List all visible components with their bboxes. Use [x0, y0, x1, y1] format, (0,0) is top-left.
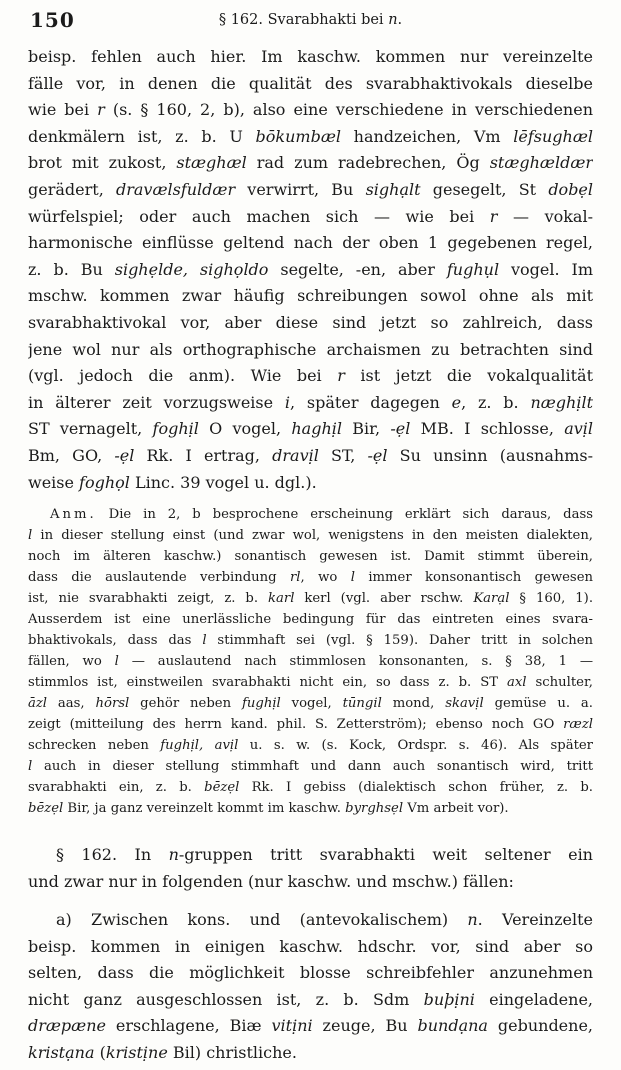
- text-line: [28, 693, 593, 714]
- italic-term: kristạna: [28, 1043, 95, 1063]
- text-line: [28, 525, 593, 546]
- text-run: wie bei: [28, 100, 98, 120]
- italic-term: buþịni: [423, 989, 475, 1009]
- text-run: a) Zwischen kons. und (antevokalischem): [56, 910, 468, 930]
- text-run: fälle vor, in denen die qualität des svarabhaktivokals dieselbe: [28, 73, 593, 93]
- text-run: verwirrt, Bu: [235, 179, 366, 199]
- text-line: [28, 177, 593, 204]
- text-run: fällen, wo: [28, 654, 115, 670]
- text-run: Bm, GO,: [28, 445, 115, 465]
- text-run: — vokal-: [497, 206, 593, 226]
- text-run: stimmlos ist, einstweilen svarabhakti nicht ein, so dass z. b. ST: [28, 675, 507, 691]
- italic-term: næghịlt: [530, 392, 593, 412]
- italic-term: dravịl: [272, 445, 319, 465]
- text-run: (: [94, 1043, 106, 1063]
- italic-term: l: [28, 759, 33, 775]
- italic-term: fughụl: [446, 259, 500, 279]
- text-run: bhaktivokals, dass das: [28, 633, 203, 649]
- text-run: handzeichen, Vm: [340, 126, 514, 146]
- text-run: gemüse u. a.: [483, 696, 593, 712]
- text-run: Ausserdem ist eine unerlässliche bedingung für das eintreten eines svara-: [28, 612, 593, 628]
- text-line: [28, 150, 593, 177]
- text-run: Die in 2, b besprochene erscheinung erklärt sich daraus, dass: [96, 507, 593, 523]
- text-run: auch in dieser stellung stimmhaft und dann auch sonantisch wird, tritt: [32, 759, 593, 775]
- text-run: denkmälern ist, z. b. U: [28, 126, 256, 146]
- italic-term: fughịl: [242, 696, 281, 712]
- italic-term: r: [489, 206, 498, 226]
- text-run: rad zum radebrechen, Ög: [246, 153, 490, 173]
- italic-term: -ẹl: [114, 445, 135, 465]
- text-run: beisp. kommen in einigen kaschw. hdschr. vor, sind aber so: [28, 936, 593, 956]
- text-run: Bir, ja ganz vereinzelt kommt im kaschw.: [63, 801, 346, 817]
- italic-term: dobẹl: [548, 179, 593, 199]
- text-line: [28, 337, 593, 364]
- italic-term: stæghældær: [489, 153, 593, 173]
- text-line: [28, 71, 593, 98]
- text-run: § 162. Svarabhakti bei: [218, 12, 389, 28]
- text-run: , z. b.: [461, 392, 531, 412]
- italic-term: fughịl, avịl: [160, 738, 239, 754]
- running-head: [30, 12, 591, 28]
- italic-term: foghịl: [152, 419, 199, 439]
- italic-term: vitịni: [271, 1016, 313, 1036]
- text-run: schulter,: [526, 675, 593, 691]
- text-run: z. b. Bu: [28, 259, 115, 279]
- text-line: [28, 714, 593, 735]
- text-run: , wo: [300, 570, 351, 586]
- text-line: [28, 735, 593, 756]
- text-line: [28, 97, 593, 124]
- page-number: 150: [30, 8, 75, 32]
- text-run: noch im älteren kaschw.) sonantisch gewesen ist. Damit stimmt überein,: [28, 549, 593, 565]
- text-run: (vgl. jedoch die anm). Wie bei: [28, 366, 338, 386]
- italic-term: l: [114, 654, 119, 670]
- text-run: und zwar nur in folgenden (nur kaschw. und mschw.) fällen:: [28, 872, 514, 892]
- italic-term: lēfsughæl: [513, 126, 593, 146]
- italic-term: stæghæl: [176, 153, 247, 173]
- text-run: gesegelt, St: [420, 179, 549, 199]
- text-line: [28, 1040, 593, 1067]
- text-line: [28, 44, 593, 71]
- italic-term: -ẹl: [367, 445, 388, 465]
- text-line: [28, 283, 593, 310]
- text-line: [28, 907, 593, 934]
- text-line: [28, 934, 593, 961]
- italic-term: sighạlt: [365, 179, 421, 199]
- text-line: [28, 756, 593, 777]
- text-run: -gruppen tritt svarabhakti weit seltener ein: [178, 845, 593, 865]
- text-line: [28, 798, 593, 819]
- italic-term: i: [284, 392, 291, 412]
- text-run: beisp. fehlen auch hier. Im kaschw. kommen nur vereinzelte: [28, 47, 593, 66]
- italic-term: n: [168, 845, 179, 865]
- text-run: weise: [28, 472, 80, 492]
- text-line: [28, 310, 593, 337]
- text-run: u. s. w. (s. Kock, Ordspr. s. 46). Als später: [238, 738, 593, 754]
- italic-term: sighẹlde, sighọldo: [114, 259, 269, 279]
- text-line: [28, 868, 593, 895]
- italic-term: byrghsẹl: [345, 801, 404, 817]
- text-run: dass die auslautende verbindung: [28, 570, 290, 586]
- italic-term: avịl: [564, 419, 593, 439]
- italic-term: karl: [268, 591, 295, 607]
- text-run: erschlagene, Biæ: [105, 1016, 272, 1036]
- text-run: segelte, -en, aber: [268, 259, 447, 279]
- text-line: [28, 777, 593, 798]
- italic-term: axl: [507, 675, 527, 691]
- text-run: Bir,: [341, 419, 391, 439]
- text-line: [28, 204, 593, 231]
- text-run: Su unsinn (ausnahms-: [387, 445, 593, 465]
- text-line: [28, 443, 593, 470]
- italic-term: hōrsl: [95, 696, 130, 712]
- italic-term: bundạna: [417, 1016, 488, 1036]
- text-run: Rk. I ertrag,: [134, 445, 273, 465]
- text-run: mond,: [381, 696, 446, 712]
- italic-term: n: [467, 910, 478, 930]
- text-line: [28, 504, 593, 525]
- text-run: , später dagegen: [290, 392, 452, 412]
- text-run: § 160, 1).: [509, 591, 593, 607]
- italic-term: r: [337, 366, 345, 386]
- italic-term: āzl: [28, 696, 48, 712]
- text-run: kerl (vgl. aber rschw.: [294, 591, 474, 607]
- text-run: ST,: [318, 445, 368, 465]
- text-line: [28, 363, 593, 390]
- text-run: ST vernagelt,: [28, 419, 153, 439]
- italic-term: ræzl: [563, 717, 593, 733]
- text-run: . Vereinzelte: [477, 910, 593, 930]
- text-run: eingeladene,: [474, 989, 593, 1009]
- text-run: Bil) christliche.: [167, 1043, 297, 1063]
- text-line: [28, 567, 593, 588]
- text-run: O vogel,: [198, 419, 292, 439]
- italic-term: l: [202, 633, 207, 649]
- italic-term: l: [28, 528, 33, 544]
- text-run: svarabhakti ein, z. b.: [28, 780, 205, 796]
- text-run: würfelspiel; oder auch machen sich — wie bei: [28, 206, 490, 226]
- text-run: .: [397, 12, 403, 28]
- text-line: [28, 416, 593, 443]
- text-run: jene wol nur als orthographische archaismen zu betrachten sind: [28, 339, 593, 359]
- italic-term: rl: [289, 570, 301, 586]
- text-run: ist jetzt die vokalqualität: [344, 366, 593, 386]
- italic-term: foghọl: [79, 472, 130, 492]
- block-opening-paragraph: [28, 44, 593, 496]
- text-run: § 162. In: [56, 845, 169, 865]
- text-run: zeigt (mitteilung des herrn kand. phil. S. Zetterström); ebenso noch GO: [28, 717, 564, 733]
- text-line: [28, 470, 593, 497]
- text-run: gebundene,: [487, 1016, 593, 1036]
- block-section-162: [28, 841, 593, 895]
- text-run: stimmhaft sei (vgl. § 159). Daher tritt in solchen: [206, 633, 593, 649]
- text-run: zeuge, Bu: [312, 1016, 418, 1036]
- italic-term: tūngil: [342, 696, 382, 712]
- text-line: [28, 987, 593, 1014]
- text-line: [28, 257, 593, 284]
- italic-term: e: [451, 392, 462, 412]
- text-line: [28, 546, 593, 567]
- text-run: Anm.: [50, 507, 97, 523]
- text-run: schrecken neben: [28, 738, 161, 754]
- text-run: Rk. I gebiss (dialektisch schon früher, z. b.: [239, 780, 593, 796]
- italic-term: -ẹl: [390, 419, 411, 439]
- text-run: in älterer zeit vorzugsweise: [28, 392, 285, 412]
- text-run: vogel. Im: [499, 259, 593, 279]
- text-line: [28, 672, 593, 693]
- text-run: selten, dass die möglichkeit blosse schreibfehler anzunehmen: [28, 963, 593, 983]
- text-line: [28, 1013, 593, 1040]
- italic-term: r: [97, 100, 105, 120]
- text-run: — auslautend nach stimmlosen konsonanten, s. § 38, 1 —: [118, 654, 593, 670]
- text-run: nicht ganz ausgeschlossen ist, z. b. Sdm: [28, 989, 424, 1009]
- text-line: [28, 230, 593, 257]
- italic-term: haghịl: [291, 419, 342, 439]
- text-run: mschw. kommen zwar häufig schreibungen sowol ohne als mit: [28, 286, 593, 306]
- text-run: svarabhaktivokal vor, aber diese sind jetzt so zahlreich, dass: [28, 312, 593, 332]
- text-line: [28, 588, 593, 609]
- text-run: gehör neben: [129, 696, 243, 712]
- text-run: brot mit zukost,: [28, 153, 177, 173]
- italic-term: dravælsfuldær: [115, 179, 236, 199]
- text-body: [28, 44, 593, 1067]
- italic-term: n: [388, 12, 398, 28]
- text-run: vogel,: [280, 696, 343, 712]
- text-run: in dieser stellung einst (und zwar wol, wenigstens in den meisten dialekten,: [32, 528, 593, 544]
- block-item-a: [28, 907, 593, 1067]
- page-header: [30, 8, 591, 34]
- italic-term: l: [350, 570, 355, 586]
- italic-term: kristịne: [105, 1043, 168, 1063]
- text-line: [28, 630, 593, 651]
- italic-term: bōkumbæl: [255, 126, 341, 146]
- text-line: [28, 124, 593, 151]
- italic-term: Karạl: [473, 591, 510, 607]
- text-run: Vm arbeit vor).: [403, 801, 509, 817]
- italic-term: bēzẹl: [204, 780, 240, 796]
- text-line: [28, 651, 593, 672]
- text-run: ist, nie svarabhakti zeigt, z. b.: [28, 591, 269, 607]
- italic-term: bēzẹl: [28, 801, 64, 817]
- block-anmerkung: [28, 504, 593, 819]
- text-line: [28, 390, 593, 417]
- text-run: MB. I schlosse,: [410, 419, 565, 439]
- italic-term: skavịl: [445, 696, 484, 712]
- text-run: harmonische einflüsse geltend nach der oben 1 gegebenen regel,: [28, 233, 593, 253]
- text-line: [28, 609, 593, 630]
- italic-term: dræpæne: [28, 1016, 106, 1036]
- text-line: [28, 960, 593, 987]
- text-run: (s. § 160, 2, b), also eine verschiedene in verschiedenen: [104, 100, 593, 120]
- text-run: gerädert,: [28, 179, 116, 199]
- text-run: aas,: [47, 696, 96, 712]
- text-line: [28, 841, 593, 868]
- text-run: Linc. 39 vogel u. dgl.).: [129, 472, 317, 492]
- text-run: immer konsonantisch gewesen: [354, 570, 593, 586]
